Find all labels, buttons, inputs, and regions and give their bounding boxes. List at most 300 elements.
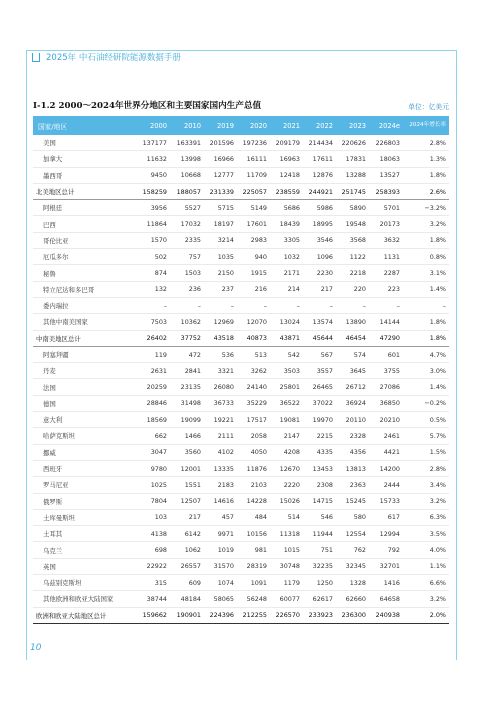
table-row (33, 509, 449, 525)
unit-label: 单位：亿美元 (408, 103, 449, 111)
table-cell: 5701 (368, 200, 402, 216)
table-row (33, 558, 449, 574)
table-cell: 32235 (302, 558, 335, 574)
column-header: 2020 (236, 116, 269, 135)
table-cell: 542 (269, 346, 302, 362)
table-cell: 12070 (236, 314, 269, 330)
table-cell: 158259 (129, 183, 169, 199)
table-cell: 19099 (169, 412, 203, 428)
table-row (33, 477, 449, 493)
column-header: 2010 (169, 116, 203, 135)
table-row (33, 379, 449, 395)
table-cell: 216 (236, 281, 269, 297)
row-label: 阿根廷 (33, 200, 129, 216)
row-label: 英国 (33, 558, 129, 574)
table-cell: 24140 (236, 379, 269, 395)
table-cell: 1062 (169, 542, 203, 558)
table-header-row (33, 116, 449, 135)
table-cell: 2328 (335, 428, 368, 444)
table-cell: 20173 (368, 216, 402, 232)
table-cell: 3503 (269, 363, 302, 379)
column-header: 2019 (203, 116, 236, 135)
table-cell: 13574 (302, 314, 335, 330)
table-cell: 2183 (203, 477, 236, 493)
table-cell: 31570 (203, 558, 236, 574)
table-cell: 5986 (302, 200, 335, 216)
table-row (33, 542, 449, 558)
table-cell: 662 (129, 428, 169, 444)
table-cell: 3755 (368, 363, 402, 379)
table-cell: 3.0% (402, 363, 449, 379)
table-cell: 19221 (203, 412, 236, 428)
table-cell: 484 (236, 509, 269, 525)
table-cell: 258393 (368, 183, 402, 199)
table-cell: 237 (203, 281, 236, 297)
table-cell: 1.8% (402, 232, 449, 248)
table-cell: 201596 (203, 135, 236, 151)
row-label: 西班牙 (33, 460, 129, 476)
row-label: 巴西 (33, 216, 129, 232)
table-cell: 244921 (302, 183, 335, 199)
table-cell: 238559 (269, 183, 302, 199)
table-row (33, 444, 449, 460)
table-cell: 19970 (302, 412, 335, 428)
table-cell: 17601 (236, 216, 269, 232)
table-cell: 217 (302, 281, 335, 297)
table-cell: 26712 (335, 379, 368, 395)
table-cell: 2.8% (402, 460, 449, 476)
row-label: 其他欧洲和欧亚大陆国家 (33, 591, 129, 607)
table-cell: 546 (302, 509, 335, 525)
table-cell: 15733 (368, 493, 402, 509)
table-cell: 16963 (269, 151, 302, 167)
table-cell: 5149 (236, 200, 269, 216)
table-cell: 513 (236, 346, 269, 362)
table-cell: 617 (368, 509, 402, 525)
table-cell: 2287 (368, 265, 402, 281)
table-cell: 4050 (236, 444, 269, 460)
table-cell: 1.5% (402, 444, 449, 460)
table-cell: 3632 (368, 232, 402, 248)
table-cell: 2983 (236, 232, 269, 248)
table-cell: 37752 (169, 330, 203, 346)
table-cell: 2215 (302, 428, 335, 444)
table-cell: 2631 (129, 363, 169, 379)
table-cell: 2841 (169, 363, 203, 379)
table-cell: 36522 (269, 395, 302, 411)
table-cell: 12554 (335, 526, 368, 542)
table-cell: 2.8% (402, 135, 449, 151)
table-cell: 16966 (203, 151, 236, 167)
table-cell: 4335 (302, 444, 335, 460)
table-cell: 1.4% (402, 281, 449, 297)
table-cell: 1131 (368, 249, 402, 265)
table-cell: 1.8% (402, 314, 449, 330)
row-label: 俄罗斯 (33, 493, 129, 509)
page-number: 10 (30, 643, 42, 653)
table-cell: 226570 (269, 607, 302, 623)
row-label: 哈萨克斯坦 (33, 428, 129, 444)
table-cell: 43518 (203, 330, 236, 346)
table-cell: 2.6% (402, 183, 449, 199)
table-cell: 2.0% (402, 607, 449, 623)
table-cell: 757 (169, 249, 203, 265)
table-cell: 3.2% (402, 591, 449, 607)
row-label: 委内瑞拉 (33, 297, 129, 313)
table-row (33, 135, 449, 151)
row-label: 意大利 (33, 412, 129, 428)
table-cell: 4356 (335, 444, 368, 460)
table-cell: 3305 (269, 232, 302, 248)
table-cell: 13453 (302, 460, 335, 476)
column-header: 2024e (368, 116, 402, 135)
row-label: 乌克兰 (33, 542, 129, 558)
table-cell: 2171 (269, 265, 302, 281)
table-cell: 567 (302, 346, 335, 362)
table-row (33, 151, 449, 167)
table-row (33, 265, 449, 281)
row-label: 厄瓜多尔 (33, 249, 129, 265)
table-cell: 132 (129, 281, 169, 297)
table-cell: 30748 (269, 558, 302, 574)
table-cell: 231339 (203, 183, 236, 199)
table-cell: 9450 (129, 167, 169, 183)
table-cell: 13813 (335, 460, 368, 476)
table-cell: 16111 (236, 151, 269, 167)
table-cell: 12507 (169, 493, 203, 509)
table-cell: 25801 (269, 379, 302, 395)
row-label: 特立尼达和多巴哥 (33, 281, 129, 297)
table-row (33, 575, 449, 591)
table-cell: 13024 (269, 314, 302, 330)
table-cell: −0.2% (402, 395, 449, 411)
table-cell: 12876 (302, 167, 335, 183)
table-cell: 1025 (129, 477, 169, 493)
table-cell: 5527 (169, 200, 203, 216)
table-cell: 2147 (269, 428, 302, 444)
table-cell: 2220 (269, 477, 302, 493)
table-cell: 3560 (169, 444, 203, 460)
table-cell: 574 (335, 346, 368, 362)
table-cell: 315 (129, 575, 169, 591)
table-cell: 2363 (335, 477, 368, 493)
row-label: 土库曼斯坦 (33, 509, 129, 525)
table-cell: 32345 (335, 558, 368, 574)
row-label: 挪威 (33, 444, 129, 460)
table-cell: 4102 (203, 444, 236, 460)
table-cell: 3262 (236, 363, 269, 379)
table-cell: 6142 (169, 526, 203, 542)
gdp-table (33, 116, 449, 624)
table-row (33, 346, 449, 362)
table-cell: 13288 (335, 167, 368, 183)
table-cell: 5715 (203, 200, 236, 216)
table-cell: 223 (368, 281, 402, 297)
table-row (33, 591, 449, 607)
table-cell: – (169, 297, 203, 313)
table-cell: 1328 (335, 575, 368, 591)
table-cell: 10156 (236, 526, 269, 542)
table-cell: 3568 (335, 232, 368, 248)
table-row (33, 460, 449, 476)
table-cell: 3.2% (402, 216, 449, 232)
table-cell: 11709 (236, 167, 269, 183)
table-cell: 1915 (236, 265, 269, 281)
table-cell: 197236 (236, 135, 269, 151)
row-label: 罗马尼亚 (33, 477, 129, 493)
table-cell: 698 (129, 542, 169, 558)
table-cell: 13890 (335, 314, 368, 330)
table-cell: – (335, 297, 368, 313)
table-cell: 874 (129, 265, 169, 281)
column-header: 2023 (335, 116, 368, 135)
table-cell: 9971 (203, 526, 236, 542)
row-label: 法国 (33, 379, 129, 395)
table-cell: 137177 (129, 135, 169, 151)
table-cell: 1035 (203, 249, 236, 265)
table-cell: 15026 (269, 493, 302, 509)
table-cell: 23135 (169, 379, 203, 395)
table-cell: 580 (335, 509, 368, 525)
table-cell: 14228 (236, 493, 269, 509)
table-cell: 1466 (169, 428, 203, 444)
table-cell: 26465 (302, 379, 335, 395)
table-cell: 225057 (236, 183, 269, 199)
table-cell: 12994 (368, 526, 402, 542)
table-cell: 0.5% (402, 412, 449, 428)
table-cell: 1.8% (402, 167, 449, 183)
table-cell: 12777 (203, 167, 236, 183)
header-bracket-icon (32, 53, 40, 62)
table-total-row (33, 183, 449, 199)
table-cell: 14200 (368, 460, 402, 476)
table-cell: 1416 (368, 575, 402, 591)
table-cell: 2058 (236, 428, 269, 444)
table-cell: 233923 (302, 607, 335, 623)
column-header: 2024年增长率 (402, 116, 449, 135)
table-cell: 11876 (236, 460, 269, 476)
table-row (33, 200, 449, 216)
table-cell: 46454 (335, 330, 368, 346)
table-cell: 214434 (302, 135, 335, 151)
table-cell: 3546 (302, 232, 335, 248)
column-header: 2022 (302, 116, 335, 135)
table-cell: 502 (129, 249, 169, 265)
table-cell: 3321 (203, 363, 236, 379)
table-cell: 17032 (169, 216, 203, 232)
table-cell: 17831 (335, 151, 368, 167)
table-cell: 3.4% (402, 477, 449, 493)
table-cell: 188057 (169, 183, 203, 199)
table-cell: 62617 (302, 591, 335, 607)
table-cell: 2150 (203, 265, 236, 281)
table-cell: 514 (269, 509, 302, 525)
table-cell: 36733 (203, 395, 236, 411)
table-cell: 11864 (129, 216, 169, 232)
table-cell: 62660 (335, 591, 368, 607)
table-cell: 2335 (169, 232, 203, 248)
table-cell: 19081 (269, 412, 302, 428)
table-cell: 10362 (169, 314, 203, 330)
table-cell: 18995 (302, 216, 335, 232)
table-cell: – (203, 297, 236, 313)
table-cell: 226803 (368, 135, 402, 151)
table-cell: 12670 (269, 460, 302, 476)
table-cell: 13527 (368, 167, 402, 183)
table-body (33, 135, 449, 623)
row-label: 德国 (33, 395, 129, 411)
table-total-row (33, 607, 449, 623)
table-cell: 601 (368, 346, 402, 362)
table-total-row (33, 330, 449, 346)
table-cell: 3.5% (402, 526, 449, 542)
page-frame-right (456, 50, 457, 660)
row-label: 土耳其 (33, 526, 129, 542)
table-row (33, 526, 449, 542)
table-row (33, 281, 449, 297)
table-cell: 3.2% (402, 493, 449, 509)
table-cell: 3214 (203, 232, 236, 248)
table-cell: 1091 (236, 575, 269, 591)
table-cell: 60077 (269, 591, 302, 607)
table-cell: 56248 (236, 591, 269, 607)
table-cell: 751 (302, 542, 335, 558)
table-cell: 1019 (203, 542, 236, 558)
table-cell: 17517 (236, 412, 269, 428)
table-cell: 217 (169, 509, 203, 525)
table-cell: 1096 (302, 249, 335, 265)
table-cell: 5.7% (402, 428, 449, 444)
table-cell: 220 (335, 281, 368, 297)
table-cell: 224396 (203, 607, 236, 623)
table-cell: 472 (169, 346, 203, 362)
table-row (33, 297, 449, 313)
table-cell: 2461 (368, 428, 402, 444)
table-cell: 1122 (335, 249, 368, 265)
table-cell: 43871 (269, 330, 302, 346)
table-cell: 14616 (203, 493, 236, 509)
table-cell: 64658 (368, 591, 402, 607)
table-cell: 159662 (129, 607, 169, 623)
table-cell: 2444 (368, 477, 402, 493)
table-cell: 18063 (368, 151, 402, 167)
table-cell: 4.7% (402, 346, 449, 362)
row-label: 秘鲁 (33, 265, 129, 281)
table-cell: 1.8% (402, 330, 449, 346)
table-cell: 12001 (169, 460, 203, 476)
table-cell: 11632 (129, 151, 169, 167)
table-cell: 792 (368, 542, 402, 558)
table-cell: 28846 (129, 395, 169, 411)
table-cell: 1015 (269, 542, 302, 558)
table-cell: 4138 (129, 526, 169, 542)
table-cell: 220626 (335, 135, 368, 151)
table-cell: 20110 (335, 412, 368, 428)
column-header: 2000 (129, 116, 169, 135)
table-cell: 26557 (169, 558, 203, 574)
table-cell: 2218 (335, 265, 368, 281)
table-row (33, 363, 449, 379)
table-cell: 13998 (169, 151, 203, 167)
table-cell: 38744 (129, 591, 169, 607)
row-label: 加拿大 (33, 151, 129, 167)
table-cell: 3956 (129, 200, 169, 216)
table-cell: 12969 (203, 314, 236, 330)
table-cell: 6.6% (402, 575, 449, 591)
table-cell: 609 (169, 575, 203, 591)
table-cell: 37022 (302, 395, 335, 411)
table-cell: 19548 (335, 216, 368, 232)
table-cell: 18197 (203, 216, 236, 232)
table-cell: 4421 (368, 444, 402, 460)
table-cell: 940 (236, 249, 269, 265)
table-cell: 14144 (368, 314, 402, 330)
table-cell: 209179 (269, 135, 302, 151)
table-cell: 1250 (302, 575, 335, 591)
table-cell: – (402, 297, 449, 313)
table-cell: – (269, 297, 302, 313)
table-cell: 3557 (302, 363, 335, 379)
row-label: 北美地区总计 (33, 183, 129, 199)
table-cell: 190901 (169, 607, 203, 623)
table-cell: 27086 (368, 379, 402, 395)
table-cell: 31498 (169, 395, 203, 411)
table-cell: 36924 (335, 395, 368, 411)
table-cell: 214 (269, 281, 302, 297)
table-cell: 36850 (368, 395, 402, 411)
table-cell: 3.1% (402, 265, 449, 281)
table-cell: 251745 (335, 183, 368, 199)
table-cell: 40873 (236, 330, 269, 346)
table-cell: 9780 (129, 460, 169, 476)
running-header: 2025年 中石油经研院能源数据手册 (46, 53, 181, 63)
table-cell: 17611 (302, 151, 335, 167)
table-cell: 236 (169, 281, 203, 297)
row-label: 墨西哥 (33, 167, 129, 183)
table-cell: 2230 (302, 265, 335, 281)
table-cell: 11318 (269, 526, 302, 542)
table-row (33, 412, 449, 428)
table-row (33, 314, 449, 330)
table-cell: 212255 (236, 607, 269, 623)
table-cell: 6.3% (402, 509, 449, 525)
table-cell: −3.2% (402, 200, 449, 216)
table-cell: 103 (129, 509, 169, 525)
row-label: 阿塞拜疆 (33, 346, 129, 362)
table-cell: 3047 (129, 444, 169, 460)
table-cell: 1032 (269, 249, 302, 265)
row-label: 中南美地区总计 (33, 330, 129, 346)
table-cell: 236300 (335, 607, 368, 623)
row-label: 乌兹别克斯坦 (33, 575, 129, 591)
table-cell: 1.3% (402, 151, 449, 167)
table-cell: 457 (203, 509, 236, 525)
table-cell: 20210 (368, 412, 402, 428)
table-row (33, 395, 449, 411)
table-cell: 2103 (236, 477, 269, 493)
table-cell: 119 (129, 346, 169, 362)
table-cell: 3645 (335, 363, 368, 379)
table-cell: – (368, 297, 402, 313)
table-cell: 12418 (269, 167, 302, 183)
table-cell: 1179 (269, 575, 302, 591)
table-cell: – (236, 297, 269, 313)
table-cell: 1570 (129, 232, 169, 248)
table-cell: 7804 (129, 493, 169, 509)
table-cell: 5890 (335, 200, 368, 216)
table-cell: 1503 (169, 265, 203, 281)
row-label: 其他中南美国家 (33, 314, 129, 330)
